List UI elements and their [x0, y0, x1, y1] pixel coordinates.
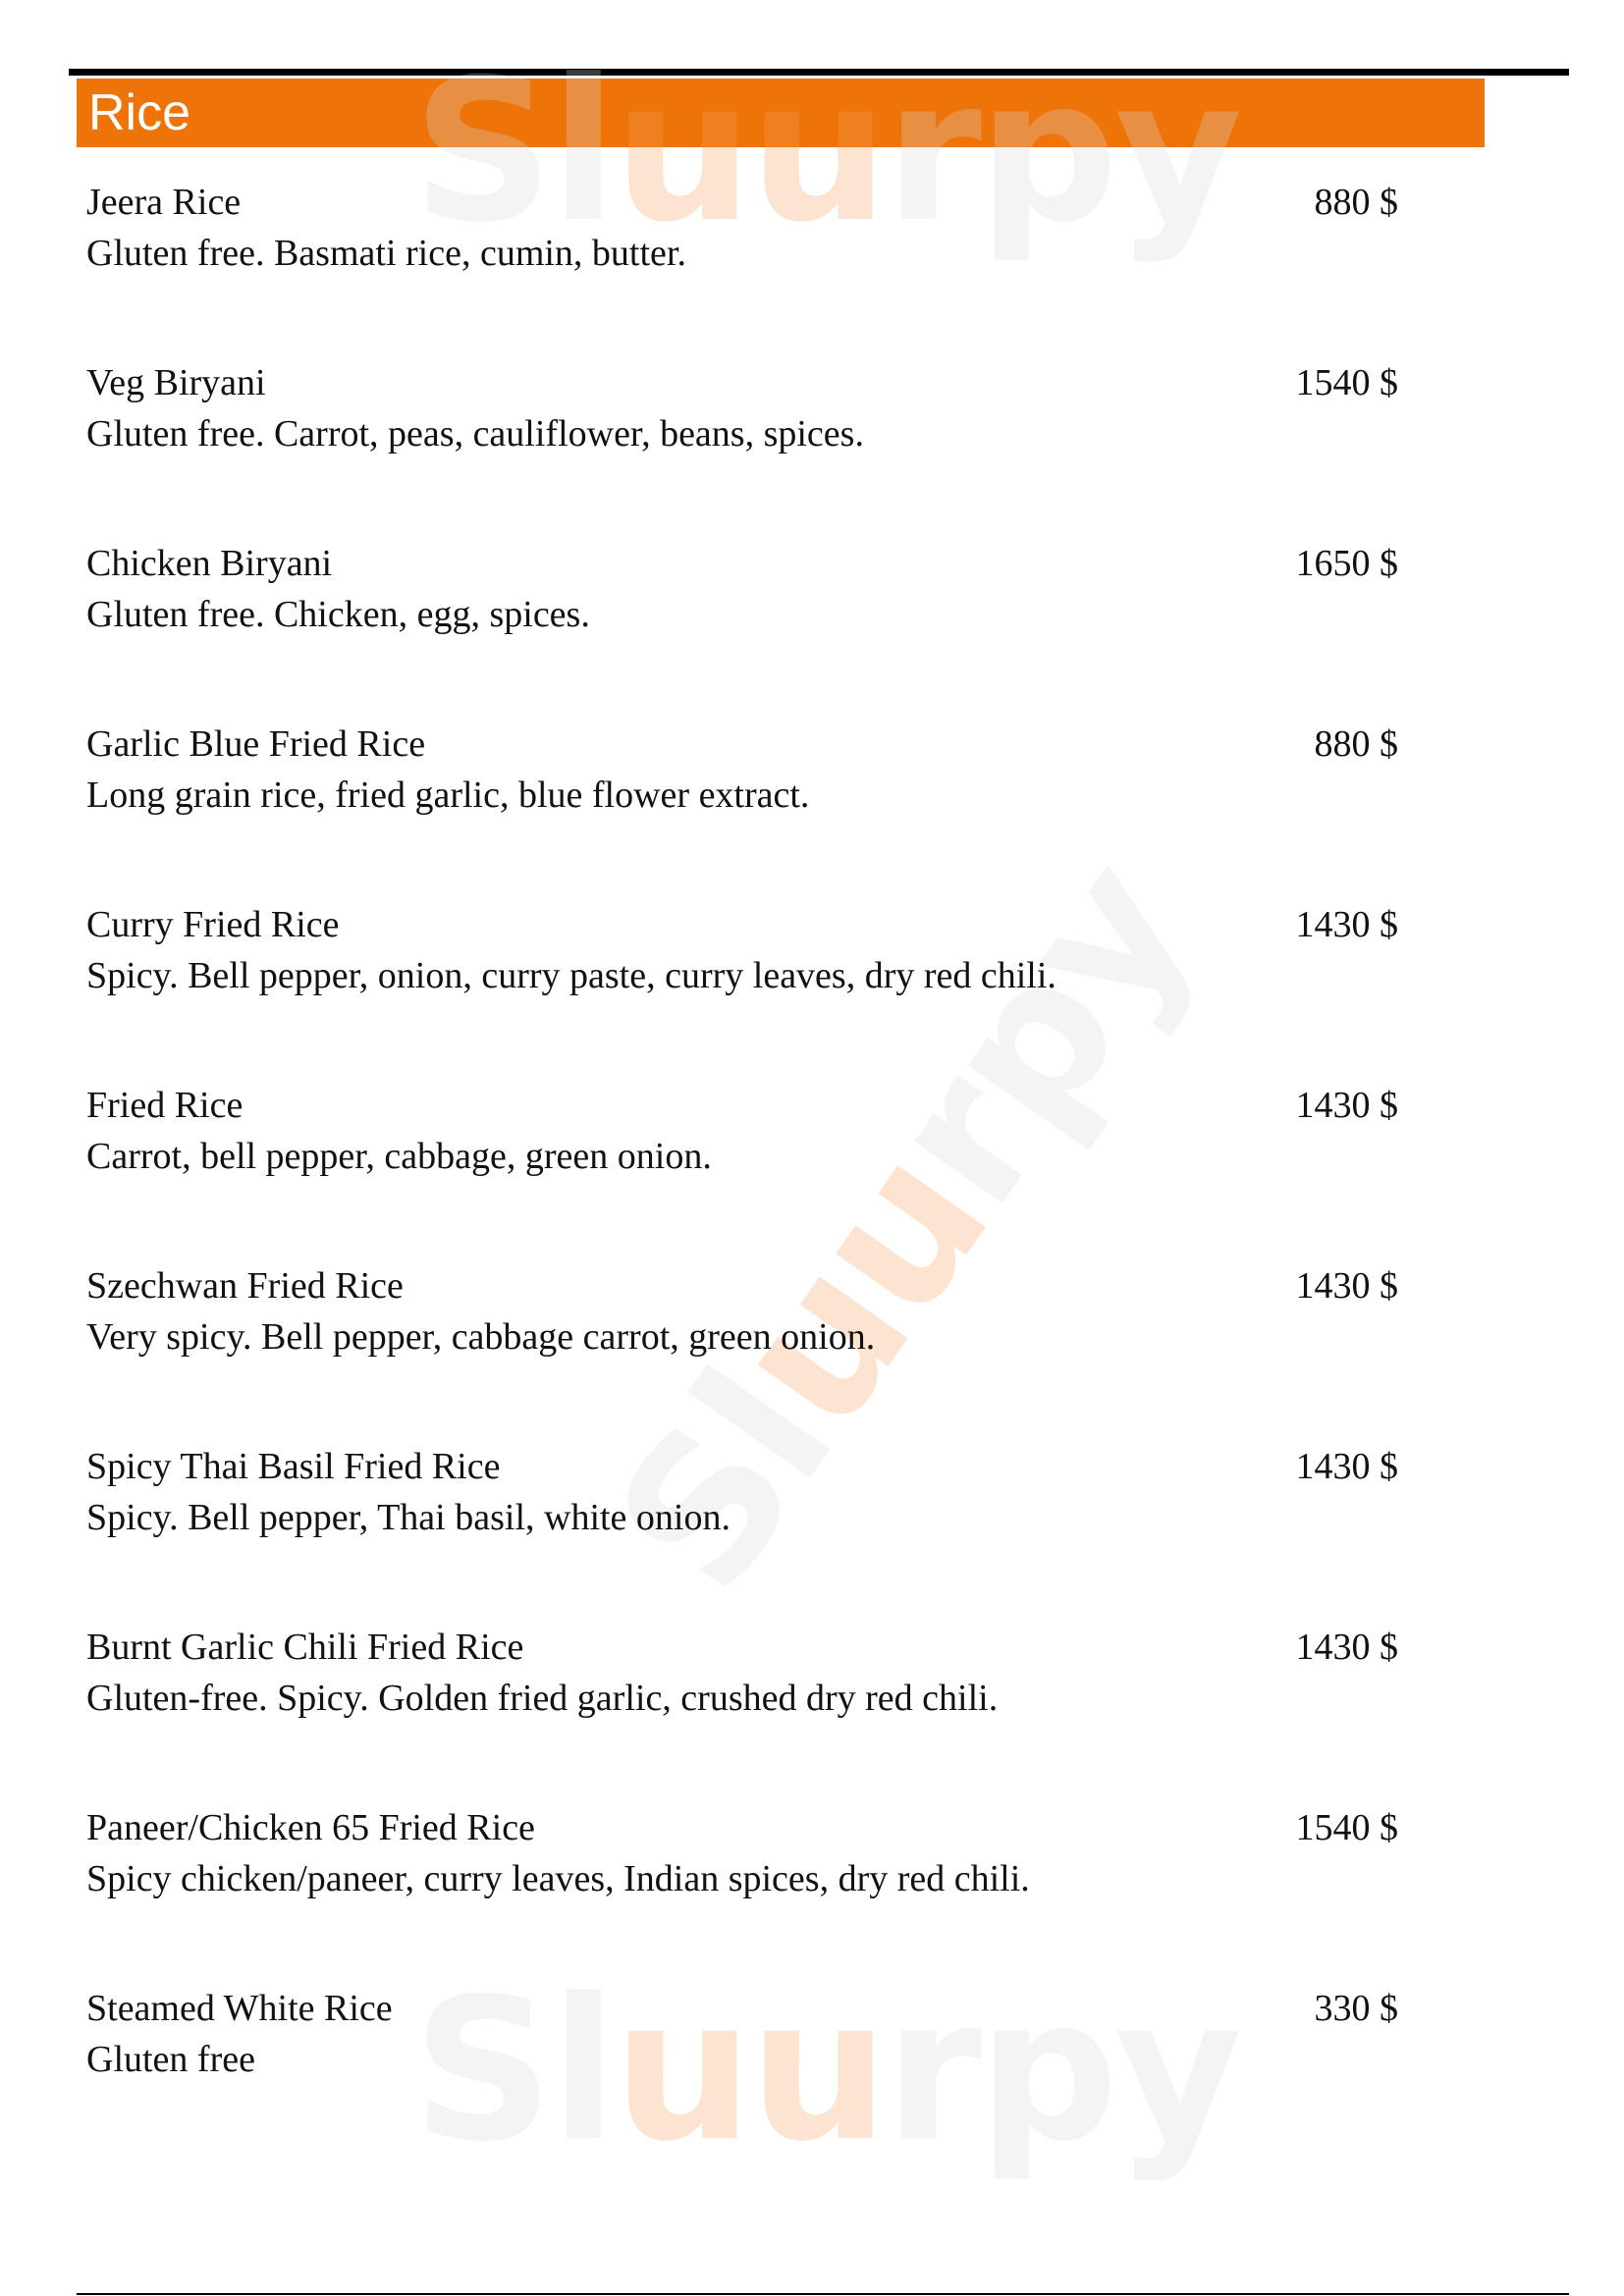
- item-price: 880 $: [1314, 723, 1398, 765]
- item-description: Long grain rice, fried garlic, blue flower extract.: [86, 774, 810, 816]
- item-price: 1540 $: [1295, 362, 1398, 403]
- item-price: 1430 $: [1295, 1265, 1398, 1307]
- watermark-text-end: rpy: [885, 1956, 1239, 2185]
- item-description: Carrot, bell pepper, cabbage, green onion.: [86, 1136, 712, 1177]
- item-price: 1430 $: [1295, 1446, 1398, 1487]
- watermark-text-start: Sl: [412, 37, 614, 266]
- bottom-rule: [77, 2293, 1569, 2295]
- watermark-text-start: Sl: [572, 1334, 876, 1631]
- menu-item: [86, 1622, 1398, 1802]
- item-description: Gluten-free. Spicy. Golden fried garlic, crushed dry red chili.: [86, 1678, 999, 1719]
- item-name: Steamed White Rice: [86, 1988, 393, 2029]
- item-price: 1540 $: [1295, 1807, 1398, 1848]
- menu-item: [86, 1080, 1398, 1260]
- item-name: Curry Fried Rice: [86, 904, 340, 945]
- item-name: Veg Biryani: [86, 362, 266, 403]
- top-rule: [69, 69, 1569, 76]
- item-name: Fried Rice: [86, 1085, 244, 1126]
- section-title: Rice: [88, 84, 191, 141]
- watermark-text-u: uu: [613, 37, 886, 266]
- item-price: 1430 $: [1295, 1627, 1398, 1668]
- item-name: Chicken Biryani: [86, 543, 333, 584]
- watermark-text-end: rpy: [843, 823, 1235, 1244]
- item-name: Burnt Garlic Chili Fried Rice: [86, 1627, 524, 1668]
- section-header: [77, 79, 1485, 147]
- watermark-text-u: uu: [613, 1956, 886, 2185]
- item-price: 1650 $: [1295, 543, 1398, 584]
- item-price: 1430 $: [1295, 1085, 1398, 1126]
- item-name: Garlic Blue Fried Rice: [86, 723, 426, 765]
- item-price: 1430 $: [1295, 904, 1398, 945]
- item-description: Spicy. Bell pepper, Thai basil, white onion.: [86, 1497, 731, 1538]
- watermark-text-u: uu: [687, 1112, 1032, 1467]
- menu-item: [86, 719, 1398, 899]
- item-description: Gluten free. Basmati rice, cumin, butter.: [86, 233, 686, 274]
- menu-item: [86, 1802, 1398, 1983]
- item-description: Spicy chicken/paneer, curry leaves, Indian spices, dry red chili.: [86, 1858, 1030, 1899]
- menu-item: [86, 899, 1398, 1080]
- item-name: Szechwan Fried Rice: [86, 1265, 404, 1307]
- item-name: Paneer/Chicken 65 Fried Rice: [86, 1807, 535, 1848]
- watermark-text-end: rpy: [885, 37, 1239, 266]
- menu-item: [86, 538, 1398, 719]
- menu-item: [86, 1441, 1398, 1622]
- item-description: Very spicy. Bell pepper, cabbage carrot, green onion.: [86, 1316, 876, 1358]
- item-price: 880 $: [1314, 182, 1398, 223]
- menu-list: [86, 177, 1398, 2163]
- item-price: 330 $: [1314, 1988, 1398, 2029]
- item-name: Jeera Rice: [86, 182, 242, 223]
- menu-item: [86, 357, 1398, 538]
- menu-item: [86, 177, 1398, 357]
- item-description: Gluten free: [86, 2039, 255, 2080]
- item-description: Gluten free. Carrot, peas, cauliflower, beans, spices.: [86, 413, 864, 454]
- item-description: Gluten free. Chicken, egg, spices.: [86, 594, 590, 635]
- menu-item: [86, 1260, 1398, 1441]
- item-name: Spicy Thai Basil Fried Rice: [86, 1446, 501, 1487]
- item-description: Spicy. Bell pepper, onion, curry paste, curry leaves, dry red chili.: [86, 955, 1056, 996]
- watermark-text-start: Sl: [412, 1956, 614, 2185]
- menu-item: [86, 1983, 1398, 2163]
